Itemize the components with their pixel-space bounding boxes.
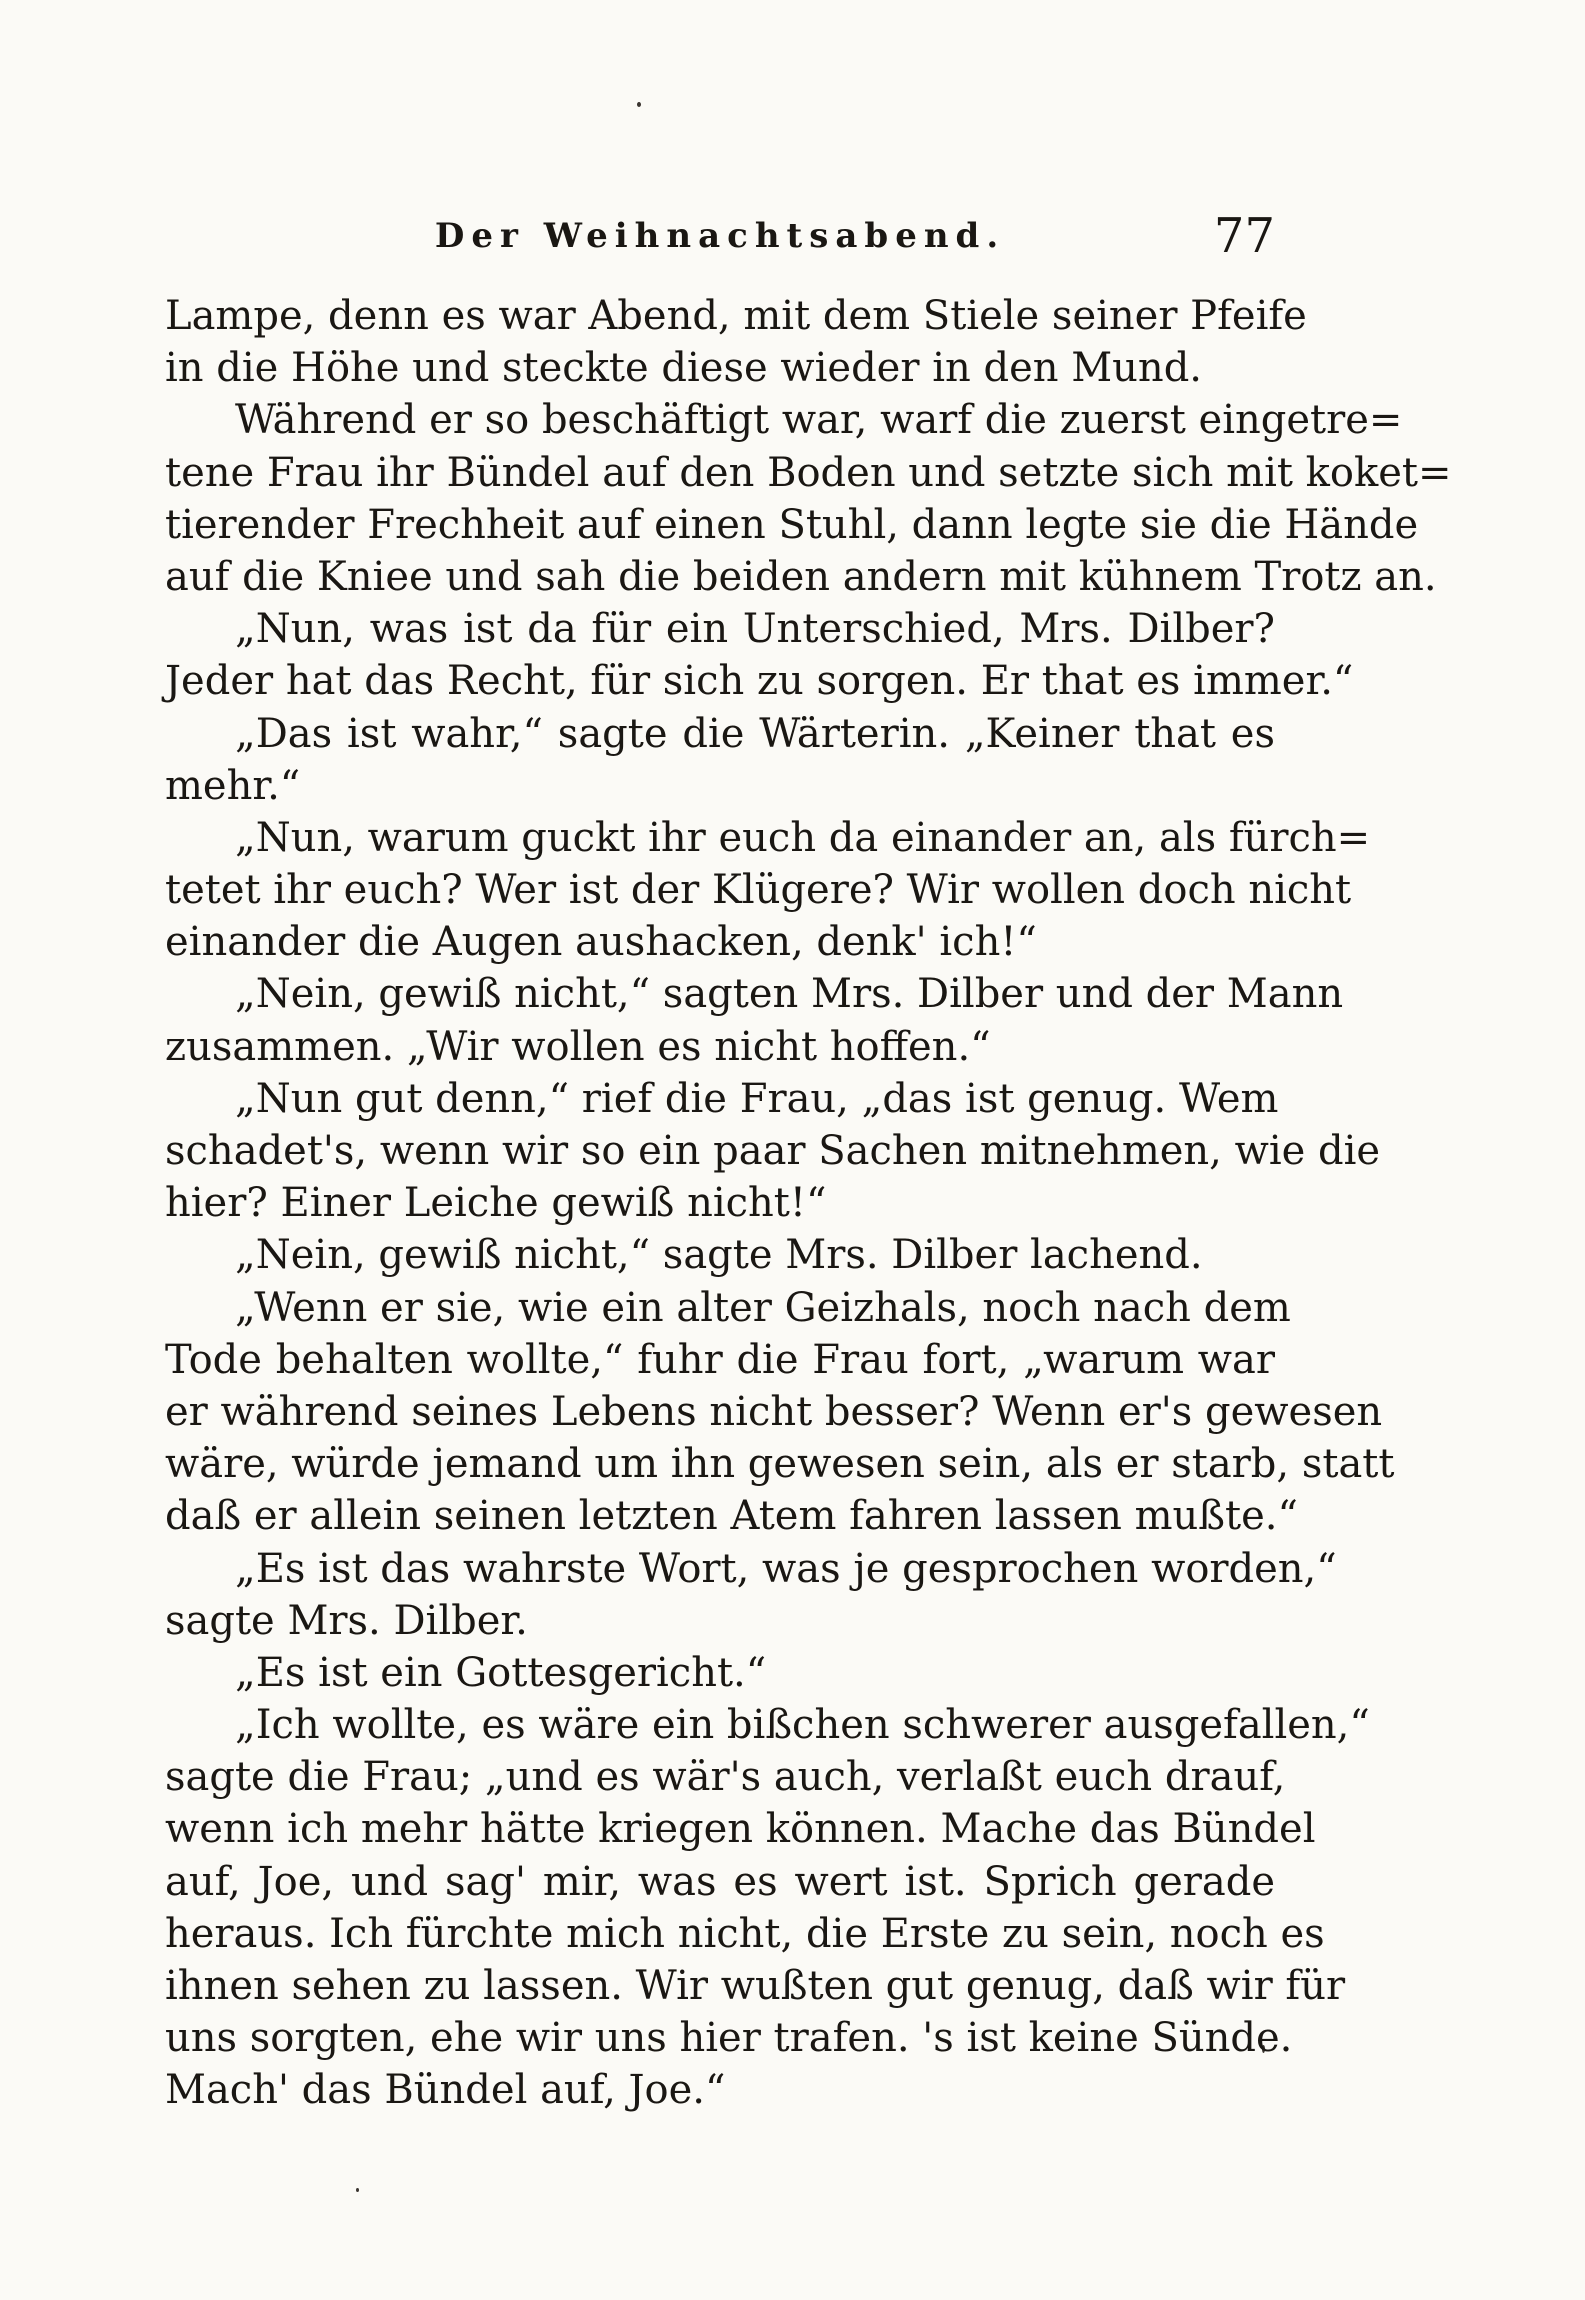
text-line: auf, Joe, und sag' mir, was es wert ist. Sprich gerade: [165, 1858, 1275, 1905]
text-line: „Nein, gewiß nicht,“ sagte Mrs. Dilber lachend.: [235, 1232, 1203, 1279]
text-line: „Nun gut denn,“ rief die Frau, „das ist genug. Wem: [235, 1075, 1279, 1122]
text-line: Während er so beschäftigt war, warf die zuerst eingetre=: [235, 397, 1403, 444]
text-line: „Es ist das wahrste Wort, was je gesprochen worden,“: [235, 1545, 1337, 1592]
text-line: mehr.“: [165, 762, 301, 809]
text-line: zusammen. „Wir wollen es nicht hoffen.“: [165, 1023, 991, 1070]
text-line: in die Höhe und steckte diese wieder in den Mund.: [165, 345, 1203, 392]
text-line: Tode behalten wollte,“ fuhr die Frau fort, „warum war: [165, 1336, 1275, 1383]
text-line: „Nun, warum guckt ihr euch da einander an, als fürch=: [235, 814, 1371, 861]
text-line: Lampe, denn es war Abend, mit dem Stiele seiner Pfeife: [165, 293, 1307, 339]
text-line: tene Frau ihr Bündel auf den Boden und setzte sich mit koket=: [165, 449, 1452, 496]
text-line: heraus. Ich fürchte mich nicht, die Erste zu sein, noch es: [165, 1910, 1325, 1957]
text-line: hier? Einer Leiche gewiß nicht!“: [165, 1180, 827, 1227]
text-line: sagte die Frau; „und es wär's auch, verlaßt euch drauf,: [165, 1754, 1286, 1801]
text-line: „Wenn er sie, wie ein alter Geizhals, noch nach dem: [235, 1284, 1291, 1331]
ink-speck: [356, 2188, 359, 2192]
text-line: daß er allein seinen letzten Atem fahren lassen mußte.“: [165, 1493, 1298, 1540]
page-number: 77: [1213, 208, 1275, 264]
text-line: tetet ihr euch? Wer ist der Klügere? Wir wollen doch nicht: [165, 867, 1352, 914]
text-line: wäre, würde jemand um ihn gewesen sein, als er starb, statt: [165, 1441, 1395, 1488]
text-line: „Das ist wahr,“ sagte die Wärterin. „Keiner that es: [235, 710, 1275, 757]
text-line: einander die Augen aushacken, denk' ich!“: [165, 919, 1037, 966]
body-text: [165, 290, 1452, 2117]
text-line: uns sorgten, ehe wir uns hier trafen. 's ist keine Sünde.: [165, 2015, 1293, 2062]
text-line: Mach' das Bündel auf, Joe.“: [165, 2067, 726, 2114]
text-line: „Ich wollte, es wäre ein bißchen schwerer ausgefallen,“: [235, 1702, 1370, 1749]
text-line: tierender Frechheit auf einen Stuhl, dann legte sie die Hände: [165, 501, 1419, 548]
text-line: Jeder hat das Recht, für sich zu sorgen. Er that es immer.“: [165, 658, 1354, 705]
text-line: „Nein, gewiß nicht,“ sagten Mrs. Dilber und der Mann: [235, 971, 1344, 1018]
chapter-title: Der Weihnachtsabend.: [434, 216, 1006, 256]
text-line: er während seines Lebens nicht besser? Wenn er's gewesen: [165, 1388, 1383, 1435]
text-line: „Nun, was ist da für ein Unterschied, Mrs. Dilber?: [235, 606, 1275, 653]
text-line: schadet's, wenn wir so ein paar Sachen mitnehmen, wie die: [165, 1128, 1381, 1174]
text-line: ihnen sehen zu lassen. Wir wußten gut genug, daß wir für: [165, 1963, 1346, 2009]
text-line: sagte Mrs. Dilber.: [165, 1597, 528, 1644]
running-header: [165, 208, 1275, 278]
ink-speck: [637, 102, 641, 107]
text-line: wenn ich mehr hätte kriegen können. Mache das Bündel: [165, 1806, 1316, 1853]
text-line: „Es ist ein Gottesgericht.“: [235, 1649, 767, 1696]
text-line: auf die Kniee und sah die beiden andern mit kühnem Trotz an.: [165, 553, 1437, 600]
